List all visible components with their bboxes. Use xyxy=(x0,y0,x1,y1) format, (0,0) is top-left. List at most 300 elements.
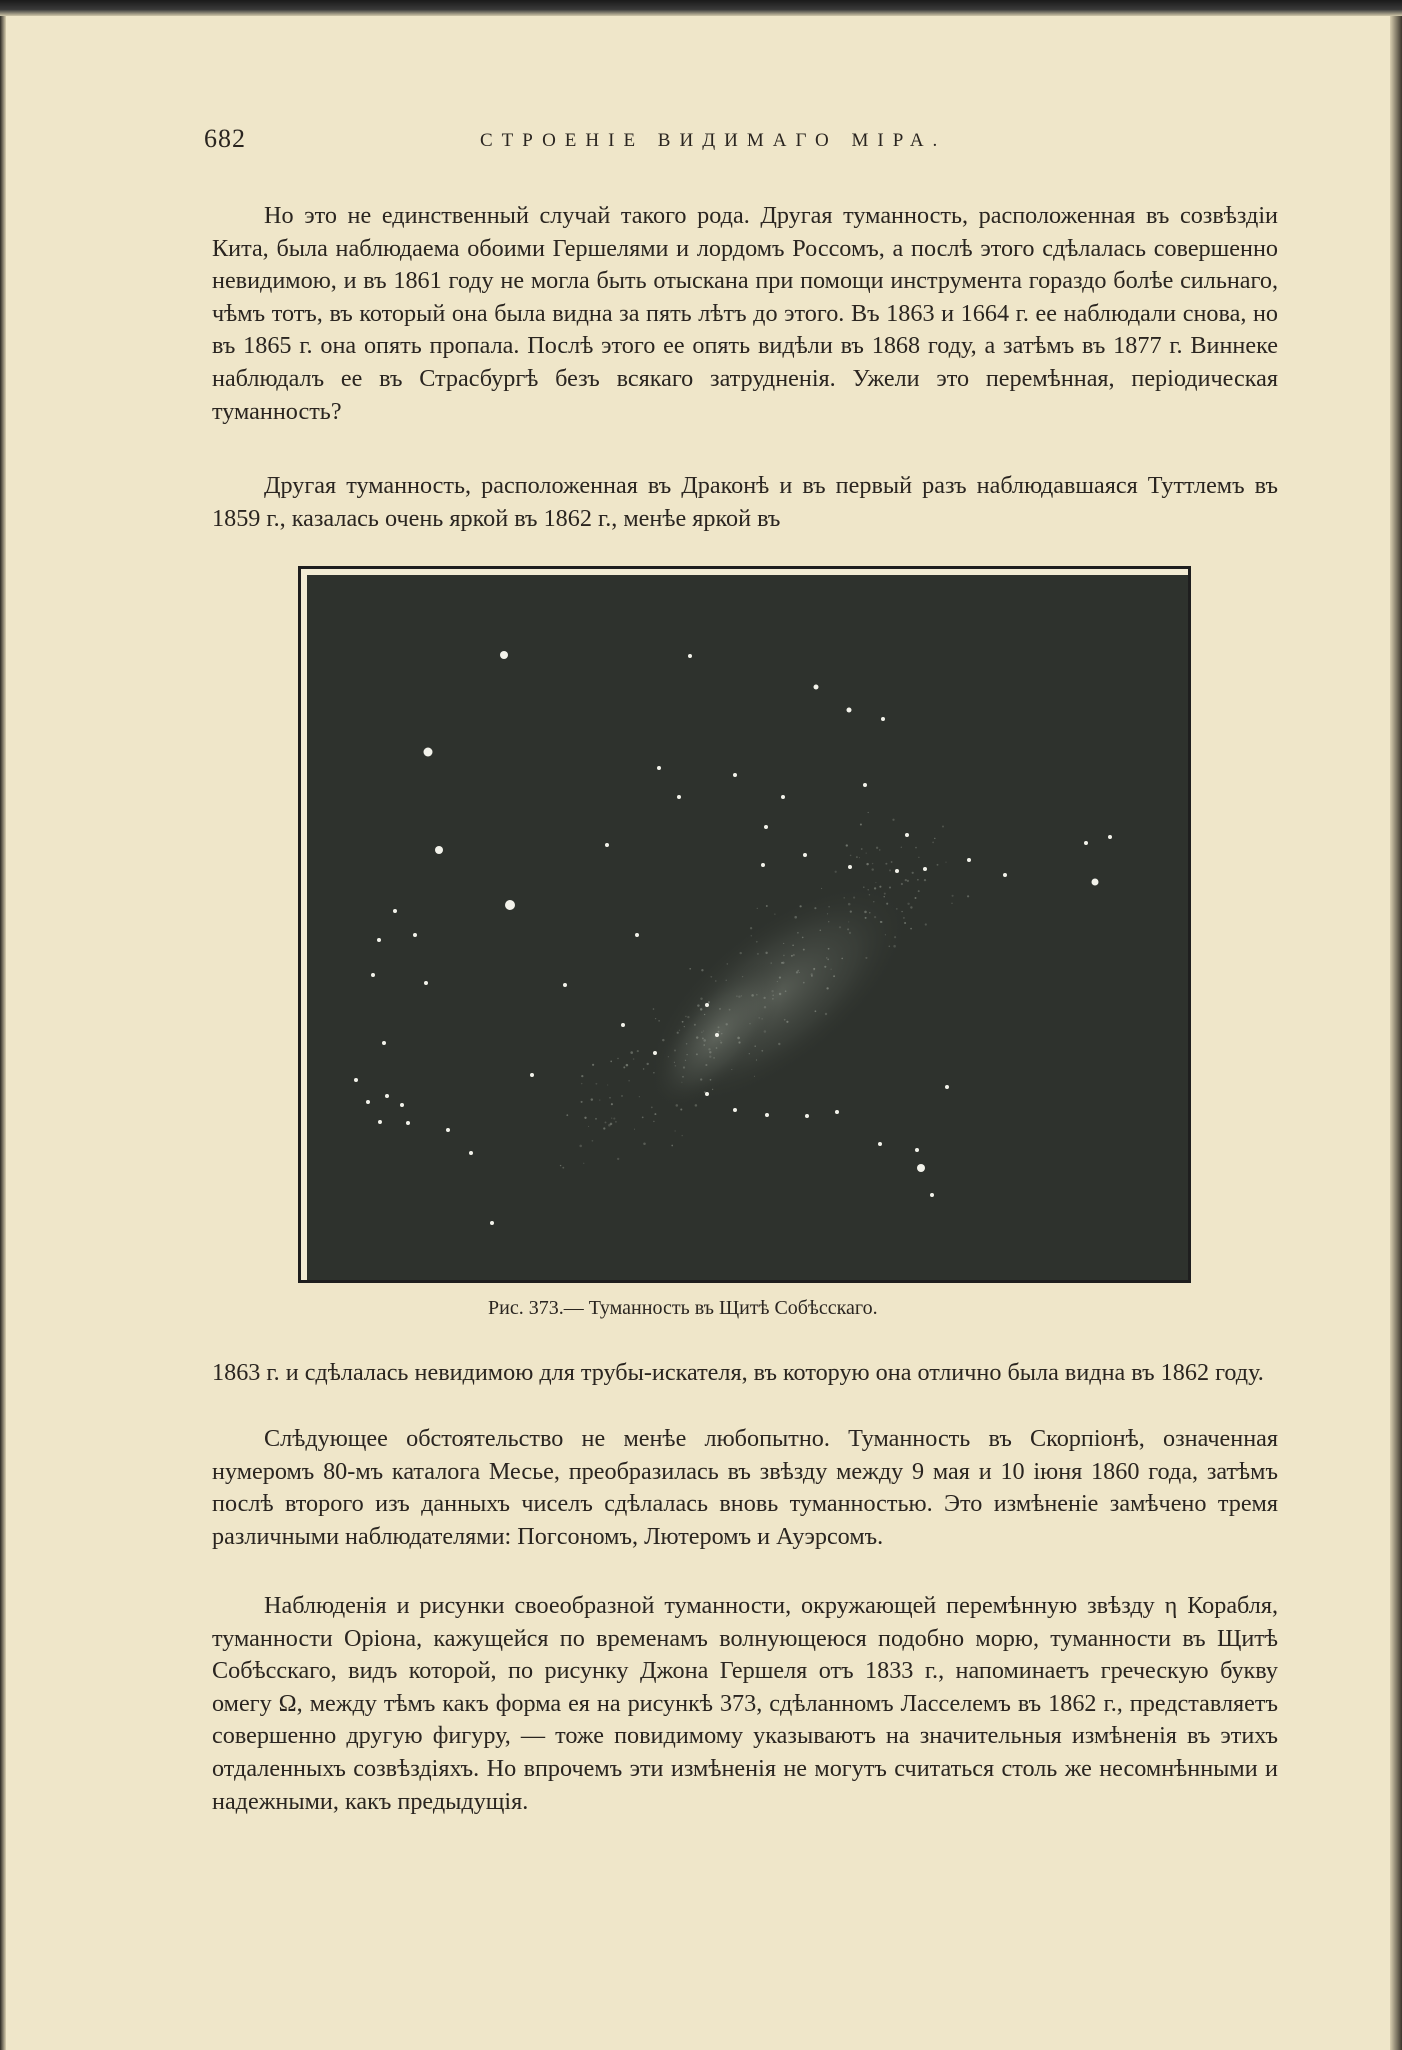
nebula-speck xyxy=(868,889,869,890)
nebula-speck xyxy=(603,1127,605,1129)
nebula-speck xyxy=(826,987,828,989)
nebula-speck xyxy=(905,879,907,881)
star xyxy=(733,773,737,777)
nebula-speck xyxy=(686,1043,688,1045)
star xyxy=(1092,879,1099,886)
nebula-speck xyxy=(884,896,885,897)
nebula-speck xyxy=(681,1082,682,1083)
nebula-speck xyxy=(799,972,800,973)
star xyxy=(917,1164,925,1172)
nebula-speck xyxy=(588,1126,589,1127)
nebula-speck xyxy=(676,1104,679,1107)
nebula-speck xyxy=(912,872,914,874)
nebula-speck xyxy=(617,1058,618,1059)
nebula-speck xyxy=(749,1053,750,1054)
nebula-speck xyxy=(675,1130,676,1131)
star xyxy=(635,933,639,937)
nebula-speck xyxy=(778,1043,780,1045)
nebula-speck xyxy=(595,1118,597,1120)
scan-left-edge xyxy=(0,16,6,2050)
figure-caption: Рис. 373.— Туманность въ Щитѣ Собѣсскаго. xyxy=(488,1297,878,1319)
nebula-speck xyxy=(859,857,860,858)
nebula-speck xyxy=(827,959,829,961)
paragraph-nebula-observations: Наблюденія и рисунки своеобразной туманности, окружающей перемѣнную звѣзду η Корабля, туманности Оріона, кажущейся по временамъ волнующеюся подобно морю, туманности въ Щитѣ Собѣсскаго, видъ которой, по рисунку Джона Гершеля отъ 1833 г., напоминаетъ греческую букву омегу Ω, между тѣмъ какъ форма ея на рисункѣ 373, сдѣланномъ Ласселемъ въ 1862 г., представляетъ совершенно другую фигуру, — тоже повидимому указываютъ на значительныя измѣненія въ этихъ отдаленныхъ созвѣздіяхъ. Но впрочемъ эти измѣненія не могутъ считаться столь же несомнѣнными и надежными, какъ предыдущія. xyxy=(212,1592,1278,1815)
running-title: СТРОЕНІЕ ВИДИМАГО МІРА. xyxy=(480,130,947,151)
star xyxy=(715,1033,719,1037)
nebula-speck xyxy=(833,975,835,977)
nebula-speck xyxy=(671,1145,673,1147)
nebula-speck xyxy=(643,1068,644,1069)
nebula-speck xyxy=(726,980,727,981)
nebula-speck xyxy=(668,1056,669,1057)
nebula-speck xyxy=(708,1001,710,1003)
star xyxy=(814,685,819,690)
nebula-speck xyxy=(708,1048,710,1050)
nebula-speck xyxy=(766,905,768,907)
star xyxy=(805,1114,809,1118)
nebula-speck xyxy=(683,1066,685,1068)
nebula-speck xyxy=(811,973,813,975)
nebula-speck xyxy=(901,847,902,848)
nebula-speck xyxy=(848,903,851,906)
nebula-speck xyxy=(700,1008,702,1010)
nebula-speck xyxy=(738,1041,740,1043)
star xyxy=(733,1108,737,1112)
star xyxy=(765,1113,769,1117)
nebula-speck xyxy=(583,1163,584,1164)
nebula-speck xyxy=(779,993,781,995)
star xyxy=(371,973,375,977)
nebula-speck xyxy=(721,1033,723,1035)
scan-right-edge xyxy=(1390,16,1402,2050)
nebula-speck xyxy=(609,1097,611,1099)
nebula-speck xyxy=(621,1095,622,1096)
nebula-speck xyxy=(797,970,799,972)
nebula-speck xyxy=(797,932,799,934)
nebula-speck xyxy=(814,907,816,909)
star xyxy=(505,900,515,910)
figure-373-frame xyxy=(298,566,1191,1283)
nebula-speck xyxy=(634,1129,635,1130)
nebula-speck xyxy=(924,879,926,881)
nebula-speck xyxy=(861,848,863,850)
nebula-speck xyxy=(884,893,886,895)
star xyxy=(424,748,433,757)
star xyxy=(781,795,785,799)
star xyxy=(905,833,909,837)
nebula-speck xyxy=(813,968,815,970)
nebula-speck xyxy=(674,1062,675,1063)
nebula-speck xyxy=(685,1060,686,1061)
nebula-speck xyxy=(697,1004,699,1006)
nebula-speck xyxy=(848,921,849,922)
nebula-speck xyxy=(889,869,891,871)
nebula-speck xyxy=(860,823,862,825)
nebula-speck xyxy=(617,1158,619,1160)
nebula-speck xyxy=(880,921,882,923)
nebula-speck xyxy=(764,1006,766,1008)
nebula-speck xyxy=(774,914,775,915)
paragraph-draco-continued: 1863 г. и сдѣлалась невидимою для трубы-искателя, въ которую она отлично была видна въ 1862 году. xyxy=(212,1359,1264,1386)
nebula-speck xyxy=(932,842,934,844)
nebula-speck xyxy=(876,847,878,849)
nebula-speck xyxy=(828,906,830,908)
nebula-speck xyxy=(892,819,894,821)
star xyxy=(761,863,765,867)
nebula-speck xyxy=(700,1078,702,1080)
nebula-speck xyxy=(703,1030,704,1031)
nebula-speck xyxy=(783,955,785,957)
nebula-speck xyxy=(872,863,873,864)
nebula-speck xyxy=(885,934,886,935)
nebula-speck xyxy=(610,1061,612,1063)
star xyxy=(1003,873,1007,877)
nebula-speck xyxy=(738,995,740,997)
nebula-speck xyxy=(681,1135,682,1136)
nebula-speck xyxy=(679,1030,680,1031)
star xyxy=(1108,835,1112,839)
nebula-plate xyxy=(307,575,1188,1280)
nebula-speck xyxy=(701,1032,702,1033)
nebula-speck xyxy=(623,1066,625,1068)
nebula-speck xyxy=(868,812,869,813)
nebula-speck xyxy=(904,922,906,924)
nebula-speck xyxy=(710,976,712,978)
nebula-speck xyxy=(754,1076,755,1077)
nebula-speck xyxy=(560,1165,561,1166)
nebula-speck xyxy=(674,1050,676,1052)
nebula-speck xyxy=(687,1016,689,1018)
nebula-speck xyxy=(709,1056,711,1058)
nebula-speck xyxy=(718,1031,720,1033)
nebula-speck xyxy=(850,855,852,857)
nebula-speck xyxy=(771,990,773,992)
star xyxy=(406,1121,410,1125)
nebula-speck xyxy=(654,1113,656,1115)
star xyxy=(967,858,971,862)
nebula-speck xyxy=(918,890,920,892)
nebula-speck xyxy=(757,908,758,909)
nebula-speck xyxy=(765,952,767,954)
nebula-speck xyxy=(786,1021,788,1023)
nebula-speck xyxy=(764,1030,767,1033)
nebula-speck xyxy=(653,1121,654,1122)
nebula-speck xyxy=(796,971,798,973)
nebula-speck xyxy=(879,886,881,888)
nebula-speck xyxy=(763,997,765,999)
star xyxy=(923,867,927,871)
nebula-speck xyxy=(901,883,903,885)
nebula-speck xyxy=(942,825,944,827)
nebula-speck xyxy=(701,969,703,971)
nebula-speck xyxy=(758,1017,759,1018)
star xyxy=(881,717,885,721)
star xyxy=(677,795,681,799)
nebula-speck xyxy=(637,1050,639,1052)
nebula-speck xyxy=(875,882,876,883)
nebula-speck xyxy=(749,1023,751,1025)
nebula-speck xyxy=(839,926,841,928)
nebula-speck xyxy=(945,862,946,863)
nebula-speck xyxy=(633,1058,635,1060)
nebula-speck xyxy=(737,1037,740,1040)
nebula-speck xyxy=(889,946,891,948)
star xyxy=(563,983,567,987)
nebula-speck xyxy=(915,897,917,899)
nebula-speck xyxy=(781,962,783,964)
star xyxy=(424,981,428,985)
nebula-speck xyxy=(630,1051,633,1054)
nebula-speck xyxy=(615,1121,617,1123)
nebula-speck xyxy=(700,997,702,999)
star xyxy=(378,1120,382,1124)
nebula-speck xyxy=(762,1018,763,1019)
nebula-speck xyxy=(894,936,896,938)
nebula-speck xyxy=(831,969,832,970)
nebula-speck xyxy=(827,913,828,914)
star xyxy=(435,846,443,854)
nebula-speck xyxy=(771,962,772,963)
nebula-speck xyxy=(825,1013,827,1015)
nebula-speck xyxy=(740,952,742,954)
nebula-speck xyxy=(647,1063,649,1065)
star xyxy=(490,1221,494,1225)
star xyxy=(400,1103,404,1107)
paragraph-draco-nebula: Другая туманность, расположенная въ Драконѣ и въ первый разъ наблюдавшаяся Туттлемъ въ 1859 г., казалась очень яркой въ 1862 г., менѣе яркой въ xyxy=(212,472,1278,532)
nebula-speck xyxy=(866,863,868,865)
star xyxy=(878,1142,882,1146)
nebula-speck xyxy=(581,1083,582,1084)
star xyxy=(930,1193,934,1197)
nebula-speck xyxy=(907,903,909,905)
nebula-speck xyxy=(581,1101,583,1103)
nebula-speck xyxy=(712,1089,713,1090)
nebula-speck xyxy=(591,1098,593,1100)
nebula-speck xyxy=(917,879,919,881)
star xyxy=(446,1128,450,1132)
nebula-speck xyxy=(599,1100,600,1101)
nebula-speck xyxy=(846,844,848,846)
nebula-speck xyxy=(750,927,752,929)
nebula-speck xyxy=(626,1064,629,1067)
star xyxy=(530,1073,534,1077)
star xyxy=(848,865,852,869)
nebula-speck xyxy=(684,1026,685,1027)
nebula-speck xyxy=(689,968,691,970)
nebula-speck xyxy=(866,852,867,853)
nebula-speck xyxy=(856,856,858,858)
nebula-speck xyxy=(901,911,902,912)
nebula-speck xyxy=(847,928,849,930)
nebula-speck xyxy=(751,935,752,936)
star xyxy=(705,1003,709,1007)
nebula-speck xyxy=(581,1075,583,1077)
nebula-speck xyxy=(885,863,887,865)
star xyxy=(605,843,609,847)
nebula-speck xyxy=(705,1064,707,1066)
nebula-speck xyxy=(879,849,880,850)
nebula-speck xyxy=(874,916,876,918)
nebula-speck xyxy=(685,1016,686,1017)
nebula-speck xyxy=(680,1108,682,1110)
nebula-speck xyxy=(704,1014,705,1015)
nebula-speck xyxy=(820,930,822,932)
star xyxy=(657,766,661,770)
star xyxy=(382,1041,386,1045)
nebula-speck xyxy=(653,1072,654,1073)
nebula-speck xyxy=(918,857,919,858)
nebula-speck xyxy=(566,1114,568,1116)
paragraph-cetus-nebula: Но это не единственный случай такого рода. Другая туманность, расположенная въ созвѣздіи Кита, была наблюдаема обоими Гершелями и лордомъ Россомъ, а послѣ этого сдѣлалась совершенно невидимою, и въ 1861 году не могла быть отыскана при помощи инструмента гораздо болѣе сильнаго, чѣмъ тотъ, въ который она была видна за пять лѣтъ до этого. Въ 1863 и 1664 г. ее наблюдали снова, но въ 1865 г. она опять пропала. Послѣ этого ее опять видѣли въ 1868 году, а затѣмъ въ 1877 г. Виннеке наблюдалъ ее въ Страсбургѣ безъ всякаго затрудненія. Ужели это перемѣнная, періодическая туманность? xyxy=(212,202,1278,425)
nebula-speck xyxy=(751,994,754,997)
star xyxy=(895,869,899,873)
nebula-speck xyxy=(792,944,794,946)
nebula-speck xyxy=(736,995,738,997)
nebula-speck xyxy=(729,1009,731,1011)
nebula-speck xyxy=(907,880,909,882)
nebula-speck xyxy=(695,1104,698,1107)
nebula-speck xyxy=(772,998,773,999)
star xyxy=(413,933,417,937)
star xyxy=(1084,841,1088,845)
nebula-speck xyxy=(682,1076,684,1078)
nebula-speck xyxy=(696,1053,698,1055)
nebula-speck xyxy=(874,887,876,889)
star xyxy=(847,708,852,713)
nebula-speck xyxy=(703,1044,705,1046)
nebula-speck xyxy=(803,949,805,951)
star xyxy=(354,1078,358,1082)
nebula-speck xyxy=(828,921,829,922)
nebula-speck xyxy=(727,963,729,965)
nebula-speck xyxy=(715,980,716,981)
star xyxy=(621,1023,625,1027)
nebula-speck xyxy=(889,887,891,889)
nebula-speck xyxy=(869,894,870,895)
nebula-speck xyxy=(642,1117,644,1119)
nebula-speck xyxy=(952,895,954,897)
nebula-speck xyxy=(835,871,837,873)
paragraph-scorpius-nebula: Слѣдующее обстоятельство не менѣе любопытно. Туманность въ Скорпіонѣ, означенная нумеромъ 80-мъ каталога Месье, преобразилась въ звѣзду между 9 мая и 10 іюня 1860 года, затѣмъ послѣ второго изъ данныхъ чиселъ сдѣлалась вновь туманностью. Это измѣненіе замѣчено тремя различными наблюдателями: Погсономъ, Лютеромъ и Ауэрсомъ. xyxy=(212,1425,1278,1550)
nebula-speck xyxy=(869,912,870,913)
nebula-speck xyxy=(694,1024,696,1026)
nebula-speck xyxy=(779,977,781,979)
nebula-speck xyxy=(651,1106,653,1108)
nebula-speck xyxy=(826,957,828,959)
nebula-speck xyxy=(815,1010,817,1012)
star xyxy=(945,1085,949,1089)
page-number: 682 xyxy=(204,124,246,153)
star xyxy=(377,938,381,942)
nebula-speck xyxy=(756,941,758,943)
nebula-speck xyxy=(610,1123,613,1126)
nebula-speck xyxy=(849,932,851,934)
nebula-speck xyxy=(783,943,784,944)
nebula-speck xyxy=(710,1079,712,1081)
star xyxy=(835,1110,839,1114)
nebula-speck xyxy=(675,1065,677,1067)
nebula-speck xyxy=(607,1084,608,1085)
nebula-speck xyxy=(686,1054,687,1055)
star xyxy=(764,825,768,829)
star xyxy=(385,1094,389,1098)
nebula-speck xyxy=(896,908,898,910)
nebula-speck xyxy=(785,990,787,992)
nebula-speck xyxy=(754,1045,755,1046)
nebula-speck xyxy=(658,1020,659,1021)
nebula-speck xyxy=(863,886,864,887)
nebula-speck xyxy=(824,966,826,968)
nebula-speck xyxy=(584,1117,586,1119)
star xyxy=(915,1148,919,1152)
nebula-speck xyxy=(793,954,795,956)
nebula-speck xyxy=(709,1051,711,1053)
plate-background xyxy=(307,575,1188,1280)
star xyxy=(469,1151,473,1155)
nebula-speck xyxy=(777,981,778,982)
nebula-speck xyxy=(757,953,759,955)
nebula-speck xyxy=(791,955,793,957)
nebula-speck xyxy=(865,957,867,959)
nebula-speck xyxy=(713,1057,715,1059)
nebula-speck xyxy=(726,1023,728,1025)
nebula-speck xyxy=(595,1083,597,1085)
nebula-speck xyxy=(639,1096,640,1097)
scan-top-edge xyxy=(0,0,1402,16)
nebula-speck xyxy=(803,982,805,984)
nebula-speck xyxy=(967,895,969,897)
nebula-speck xyxy=(850,910,852,912)
nebula-speck xyxy=(925,923,927,925)
nebula-speck xyxy=(716,1047,718,1049)
nebula-speck xyxy=(702,1037,704,1039)
star xyxy=(393,909,397,913)
nebula-speck xyxy=(682,1021,684,1023)
star xyxy=(688,654,692,658)
nebula-speck xyxy=(653,1008,655,1010)
star xyxy=(863,783,867,787)
nebula-speck xyxy=(853,897,855,899)
nebula-speck xyxy=(794,916,797,919)
nebula-speck xyxy=(613,1118,615,1120)
nebula-speck xyxy=(886,903,888,905)
star xyxy=(500,651,508,659)
nebula-speck xyxy=(719,1008,721,1010)
star xyxy=(653,1051,657,1055)
nebula-speck xyxy=(731,1069,732,1070)
nebula-speck xyxy=(628,1080,630,1082)
nebula-speck xyxy=(828,948,830,950)
nebula-speck xyxy=(761,1050,763,1052)
nebula-speck xyxy=(696,1036,698,1038)
nebula-speck xyxy=(910,928,912,930)
nebula-speck xyxy=(934,838,935,839)
nebula-speck xyxy=(742,976,743,977)
nebula-speck xyxy=(720,1040,721,1041)
nebula-speck xyxy=(915,847,917,849)
nebula-speck xyxy=(741,995,742,996)
nebula-speck xyxy=(951,903,952,904)
nebula-speck xyxy=(605,1121,607,1123)
nebula-speck xyxy=(704,1091,706,1093)
nebula-speck xyxy=(891,861,893,863)
nebula-speck xyxy=(910,906,912,908)
nebula-speck xyxy=(903,917,905,919)
nebula-speck xyxy=(643,1142,646,1145)
nebula-speck xyxy=(772,995,774,997)
nebula-speck xyxy=(841,958,843,960)
nebula-speck xyxy=(756,1059,757,1060)
